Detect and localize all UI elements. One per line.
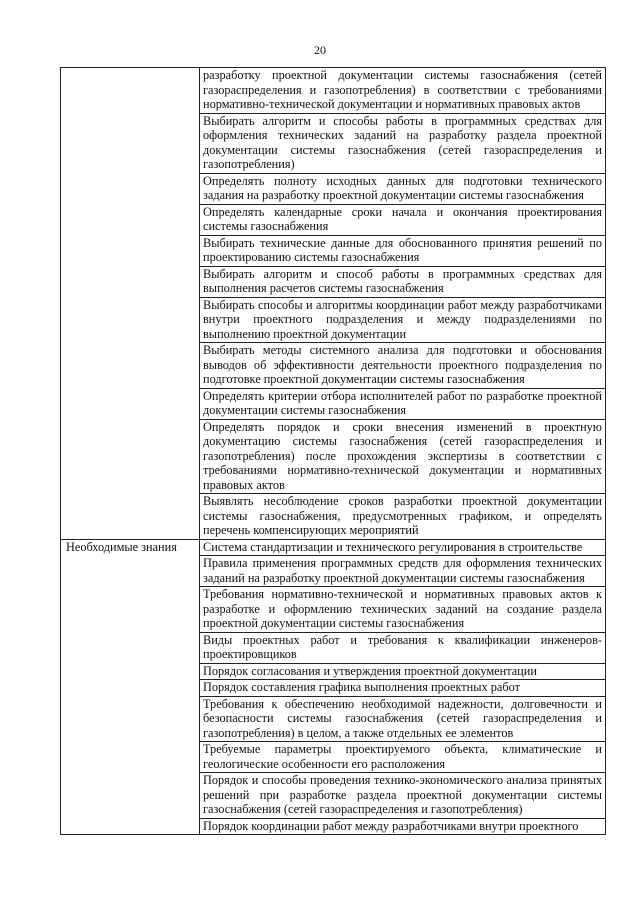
required-knowledge-label: Необходимые знания	[61, 539, 200, 835]
table-cell: Требования к обеспечению необходимой надежности, долговечности и безопасности системы газоснабжения (сетей газораспределения и газопотребления) в целом, а также отдельных ее элементов	[200, 696, 606, 742]
table-cell: Выбирать методы системного анализа для подготовки и обоснования выводов об эффективности деятельности проектного подразделения по подготовке проектной документации системы газоснабжения	[200, 343, 606, 389]
table-cell: разработку проектной документации системы газоснабжения (сетей газораспределения и газопотребления) в соответствии с требованиями нормативно-технической документации и нормативных правовых актов	[200, 68, 606, 114]
table-cell: Выбирать алгоритм и способы работы в программных средствах для оформления технических заданий на разработку раздела проектной документации системы газоснабжения (сетей газораспределения и газопотребления)	[200, 113, 606, 173]
skills-label-cell	[61, 68, 200, 540]
table-cell: Порядок составления графика выполнения проектных работ	[200, 680, 606, 697]
table-cell: Порядок координации работ между разработчиками внутри проектного	[200, 818, 606, 835]
table-cell: Выявлять несоблюдение сроков разработки проектной документации системы газоснабжения, предусмотренных графиком, и определять перечень компенсирующих мероприятий	[200, 494, 606, 540]
table-cell: Выбирать алгоритм и способ работы в программных средствах для выполнения расчетов системы газоснабжения	[200, 266, 606, 297]
table-cell: Порядок и способы проведения технико-экономического анализа принятых решений при разработке раздела проектной документации системы газоснабжения (сетей газораспределения и газопотребления)	[200, 773, 606, 819]
table-cell: Требуемые параметры проектируемого объекта, климатические и геологические особенности его расположения	[200, 742, 606, 773]
table-row	[61, 68, 606, 114]
table-cell: Виды проектных работ и требования к квалификации инженеров-проектировщиков	[200, 632, 606, 663]
competency-table	[60, 67, 606, 835]
table-cell: Определять календарные сроки начала и окончания проектирования системы газоснабжения	[200, 204, 606, 235]
table-cell: Правила применения программных средств для оформления технических заданий на разработку проектной документации системы газоснабжения	[200, 556, 606, 587]
table-cell: Определять полноту исходных данных для подготовки технического задания на разработку проектной документации системы газоснабжения	[200, 173, 606, 204]
table-cell: Выбирать технические данные для обоснованного принятия решений по проектированию системы газоснабжения	[200, 235, 606, 266]
table-cell: Определять порядок и сроки внесения изменений в проектную документацию системы газоснабжения (сетей газораспределения и газопотребления) после прохождения экспертизы в соответствии с требованиями нормативно-технической документации и нормативных правовых актов	[200, 419, 606, 494]
table-cell: Выбирать способы и алгоритмы координации работ между разработчиками внутри проектного подразделения и между подразделениями по выполнению проектной документации	[200, 297, 606, 343]
page-number: 20	[314, 43, 326, 57]
table-cell: Требования нормативно-технической и нормативных правовых актов к разработке и оформлению технических заданий на создание раздела проектной документации системы газоснабжения	[200, 587, 606, 633]
table-cell: Порядок согласования и утверждения проектной документации	[200, 663, 606, 680]
table-cell: Определять критерии отбора исполнителей работ по разработке проектной документации системы газоснабжения	[200, 388, 606, 419]
table-cell: Система стандартизации и технического регулирования в строительстве	[200, 539, 606, 556]
table-row	[61, 539, 606, 556]
